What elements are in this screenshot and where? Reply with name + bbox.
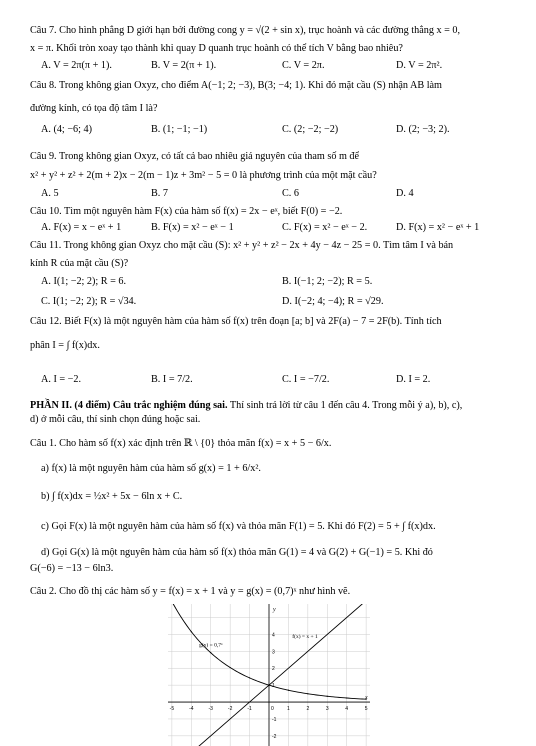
x-tick-label: -5 [169,706,175,713]
q9-option-a: A. 5 [41,188,59,199]
q8-option-a: A. (4; −6; 4) [41,124,93,135]
q7-option-d: D. V = 2π². [396,60,443,71]
series-g-point [191,631,192,632]
q8-option-d: D. (2; −3; 2). [396,124,450,135]
p1-c: c) Gọi F(x) là một nguyên hàm của hàm số f(x) và thỏa mãn F(1) = 5. Khi đó F(2) = 5 + ∫ f(x)dx. [41,521,436,532]
q12-option-b: B. I = 7/2. [151,374,193,385]
q11-option-a: A. I(1; −2; 2); R = 6. [41,276,127,287]
x-tick-label: 5 [364,706,368,713]
graph-chart [168,604,370,746]
q7-option-a: A. V = 2π(π + 1). [41,60,112,71]
y-tick-label: 1 [272,683,275,690]
q11-option-d: D. I(−2; 4; −4); R = √29. [282,296,384,307]
part2-desc-2: d) ở mỗi câu, thí sinh chọn đúng hoặc sai. [30,414,201,425]
q11-option-b: B. I(−1; 2; −2); R = 5. [282,276,373,287]
x-tick-label: -4 [189,706,194,713]
y-tick-label: 3 [272,649,275,656]
q10-option-c: C. F(x) = x² − eˣ − 2. [282,222,368,233]
series-g-point [288,690,289,691]
y-tick-label: 2 [272,666,275,673]
origin-label: 0 [271,706,274,713]
y-tick-label: -1 [272,716,277,723]
series-g-point [249,677,250,678]
series-g-point [210,652,211,653]
q10-option-b: B. F(x) = x² − eˣ − 1 [151,222,234,233]
q12-option-c: C. I = −7/2. [282,374,330,385]
q10-option-a: A. F(x) = x − eˣ + 1 [41,222,122,233]
q9-option-d: D. 4 [396,188,414,199]
q12-text-2: phân I = ∫ f(x)dx. [30,340,100,351]
x-tick-label: 4 [345,706,349,713]
p2-text: Câu 2. Cho đồ thị các hàm số y = f(x) = x + 1 và y = g(x) = (0,7)ˣ như hình vẽ. [30,586,351,597]
p1-d: d) Gọi G(x) là một nguyên hàm của hàm số f(x) thỏa mãn G(1) = 4 và G(2) + G(−1) = 5. Khi đó [41,547,433,558]
part2-desc: Thí sinh trả lời từ câu 1 đến câu 4. Trong mỗi ý a), b), c), [227,400,463,411]
x-tick-label: -2 [227,706,233,713]
x-axis-label: x [365,695,368,702]
series-g-label: g(x) = 0,7ˣ [199,642,223,649]
q11-text: Câu 11. Trong không gian Oxyz cho mặt cầu (S): x² + y² + z² − 2x + 4y − 4z − 25 = 0. Tìm tâm I và bán [30,240,454,251]
series-g-point [346,697,347,698]
series-f-label: f(x) = x + 1 [292,633,318,640]
chart-axes [168,604,370,746]
q8-text-2: đường kính, có tọa độ tâm I là? [30,103,158,114]
q9-option-c: C. 6 [282,188,299,199]
x-tick-label: 3 [325,706,329,713]
q9-text-2: x² + y² + z² + 2(m + 2)x − 2(m − 1)z + 3m² − 5 = 0 là phương trình của một mặt cầu? [30,170,377,181]
q7-text: Câu 7. Cho hình phẳng D giới hạn bởi đường cong y = √(2 + sin x), trục hoành và các đường thẳng x = 0, [30,25,461,36]
series-g-point [268,685,269,686]
part2-title: PHẦN II. (4 điểm) Câu trắc nghiệm đúng sai. [30,400,228,411]
series-g-point [327,696,328,697]
x-tick-label: 2 [306,706,310,713]
q10-text: Câu 10. Tìm một nguyên hàm F(x) của hàm số f(x) = 2x − eˣ, biết F(0) = −2. [30,206,343,217]
series-g-point [230,667,231,668]
y-axis-label: y [273,607,276,613]
q11-text-2: kính R của mặt cầu (S)? [30,258,129,269]
q12-option-a: A. I = −2. [41,374,82,385]
y-tick-label: -2 [272,733,277,740]
q11-option-c: C. I(1; −2; 2); R = √34. [41,296,137,307]
p1-d-2: G(−6) = −13 − 6ln3. [30,563,114,574]
x-tick-label: -1 [247,706,252,713]
x-tick-label: 1 [287,706,290,713]
q7-option-c: C. V = 2π. [282,60,325,71]
p1-text: Câu 1. Cho hàm số f(x) xác định trên ℝ \ {0} thỏa mãn f(x) = x + 5 − 6/x. [30,438,332,449]
x-tick-label: -3 [208,706,213,713]
q7-text-2: x = π. Khối tròn xoay tạo thành khi quay D quanh trục hoành có thể tích V bằng bao nhiêu? [30,43,403,54]
q12-text: Câu 12. Biết F(x) là một nguyên hàm của hàm số f(x) trên đoạn [a; b] và 2F(a) − 7 = 2F(b). Tính tích [30,316,442,327]
p1-a: a) f(x) là một nguyên hàm của hàm số g(x) = 1 + 6/x². [41,463,261,474]
part2-heading [30,400,462,412]
series-g-point [307,693,308,694]
q8-option-b: B. (1; −1; −1) [151,124,208,135]
y-tick-label: 4 [272,632,275,639]
q8-option-c: C. (2; −2; −2) [282,124,339,135]
q7-option-b: B. V = 2(π + 1). [151,60,217,71]
q10-option-d: D. F(x) = x² − eˣ + 1 [396,222,480,233]
q8-text: Câu 8. Trong không gian Oxyz, cho điểm A(−1; 2; −3), B(3; −4; 1). Khi đó mặt cầu (S) nhận AB làm [30,80,442,91]
q9-option-b: B. 7 [151,188,168,199]
p1-b: b) ∫ f(x)dx = ½x² + 5x − 6ln x + C. [41,491,183,502]
q12-option-d: D. I = 2. [396,374,431,385]
q9-text: Câu 9. Trong không gian Oxyz, có tất cả bao nhiêu giá nguyên của tham số m để [30,151,360,162]
